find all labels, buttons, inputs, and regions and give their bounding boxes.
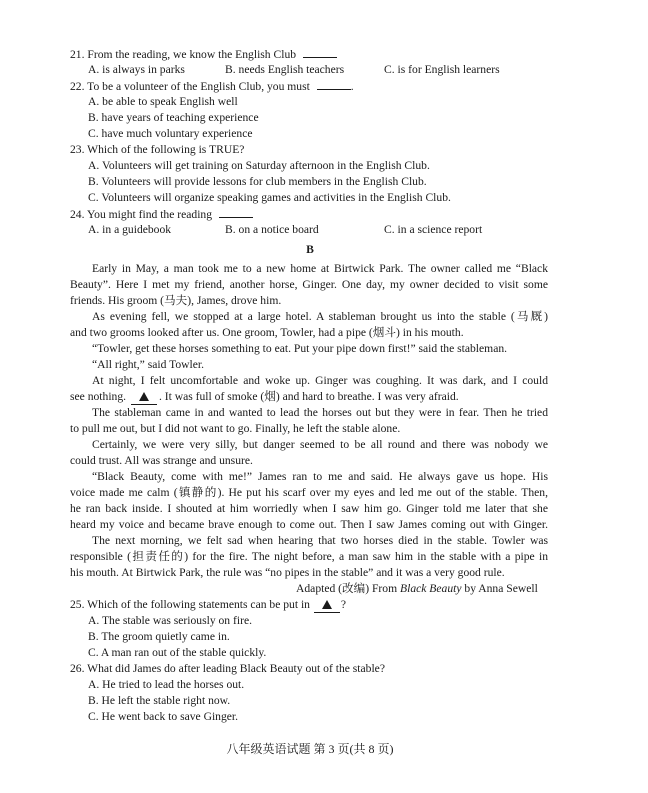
passage-line: The stableman came in and wanted to lead the horses out but they were in fear. Then he tried <box>92 406 548 419</box>
q21-option-b: B. needs English teachers <box>225 63 345 76</box>
question-22: 22. To be a volunteer of the English Club, you must . <box>70 80 354 93</box>
passage-line: Certainly, we were very silly, but danger seemed to be all round and there was nobody we <box>92 438 548 451</box>
passage-line: to pull me out, but I did not want to go. Finally, he left the stable alone. <box>70 422 401 435</box>
q26-option-b: B. He left the stable right now. <box>88 694 231 707</box>
question-26-stem: 26. What did James do after leading Black Beauty out of the stable? <box>70 662 385 675</box>
source-suffix: by Anna Sewell <box>464 582 538 595</box>
section-heading: B <box>306 243 314 256</box>
passage-line: At night, I felt uncomfortable and woke up. Ginger was coughing. It was dark, and I could <box>92 374 548 387</box>
q22-option-b: B. have years of teaching experience <box>88 111 259 124</box>
source-title: Black Beauty <box>400 582 462 595</box>
q26-option-a: A. He tried to lead the horses out. <box>88 678 245 691</box>
question-25-stem: 25. Which of the following statements can be put in <box>70 598 310 611</box>
q22-option-c: C. have much voluntary experience <box>88 127 253 140</box>
q21-option-c: C. is for English learners <box>384 63 500 76</box>
answer-blank <box>131 390 157 405</box>
passage-line: Early in May, a man took me to a new home at Birtwick Park. The owner called me “Black <box>92 262 548 275</box>
passage-line: responsible (担责任的) for the fire. The night before, a man saw him in the stable with a pipe in <box>70 550 548 563</box>
source-prefix: Adapted (改编) From <box>296 582 398 595</box>
q23-option-c: C. Volunteers will organize speaking games and activities in the English Club. <box>88 191 451 204</box>
passage-line: . It was full of smoke (烟) and hard to breathe. I was very afraid. <box>158 390 459 403</box>
answer-blank <box>317 79 351 90</box>
passage-line: his mouth. At Birtwick Park, the rule was “no pipes in the stable” and it was a very good rule. <box>70 566 505 579</box>
passage-line: “Black Beauty, come with me!” James ran to me and said. He always gave us hope. His <box>92 470 548 483</box>
question-22-stem: 22. To be a volunteer of the English Club, you must <box>70 80 310 93</box>
q24-option-c: C. in a science report <box>384 223 483 236</box>
passage-line: could trust. All was strange and unsure. <box>70 454 253 467</box>
passage-line-with-blank <box>70 390 459 405</box>
q26-option-c: C. He went back to save Ginger. <box>88 710 239 723</box>
q22-option-a: A. be able to speak English well <box>88 95 238 108</box>
q25-option-b: B. The groom quietly came in. <box>88 630 230 643</box>
passage-line: The next morning, we felt sad when hearing that two horses died in the stable. Towler was <box>92 534 548 547</box>
passage-line: “All right,” said Towler. <box>92 358 204 371</box>
answer-blank <box>219 207 253 218</box>
q23-option-b: B. Volunteers will provide lessons for club members in the English Club. <box>88 175 427 188</box>
question-21 <box>70 47 337 62</box>
source-citation <box>296 582 538 596</box>
passage-line: he ran back inside. I shouted at him worriedly when I saw him go. Ginger told me later that she <box>70 502 548 515</box>
question-23-stem: 23. Which of the following is TRUE? <box>70 143 245 156</box>
q24-option-b: B. on a notice board <box>225 223 319 236</box>
passage-line: voice made me calm (镇静的). He put his scarf over my eyes and led me out of the stable. Then, <box>70 486 548 499</box>
page-footer: 八年级英语试题 第 3 页(共 8 页) <box>226 742 394 756</box>
question-24 <box>70 207 253 222</box>
passage-line: friends. His groom (马夫), James, drove him. <box>70 294 282 307</box>
triangle-icon <box>139 392 149 401</box>
answer-blank <box>303 47 337 58</box>
passage-line: As evening fell, we stopped at a large hotel. A stableman brought us into the stable (马厩) <box>92 310 548 323</box>
q23-option-a: A. Volunteers will get training on Saturday afternoon in the English Club. <box>88 159 430 172</box>
passage-line: heard my voice and became brave enough to come out. Then I saw James coming out with Ginger. <box>70 518 548 531</box>
passage-line: “Towler, get these horses something to eat. Put your pipe down first!” said the stableman. <box>92 342 508 355</box>
q21-option-a: A. is always in parks <box>88 63 185 76</box>
q24-option-a: A. in a guidebook <box>88 223 172 236</box>
question-21-stem: 21. From the reading, we know the English Club <box>70 48 297 61</box>
triangle-icon <box>322 600 332 609</box>
q25-option-c: C. A man ran out of the stable quickly. <box>88 646 267 659</box>
passage-line: and two grooms looked after us. One groom, Towler, had a pipe (烟斗) in his mouth. <box>70 326 464 339</box>
question-24-stem: 24. You might find the reading <box>70 208 213 221</box>
question-25: 25. Which of the following statements can be put in ? <box>70 598 347 611</box>
answer-blank <box>314 598 340 613</box>
q25-option-a: A. The stable was seriously on fire. <box>88 614 252 627</box>
passage-line: see nothing. <box>70 390 127 403</box>
passage-line: Beauty”. Here I met my friend, another horse, Ginger. One day, my owner decided to visit some <box>70 278 548 291</box>
